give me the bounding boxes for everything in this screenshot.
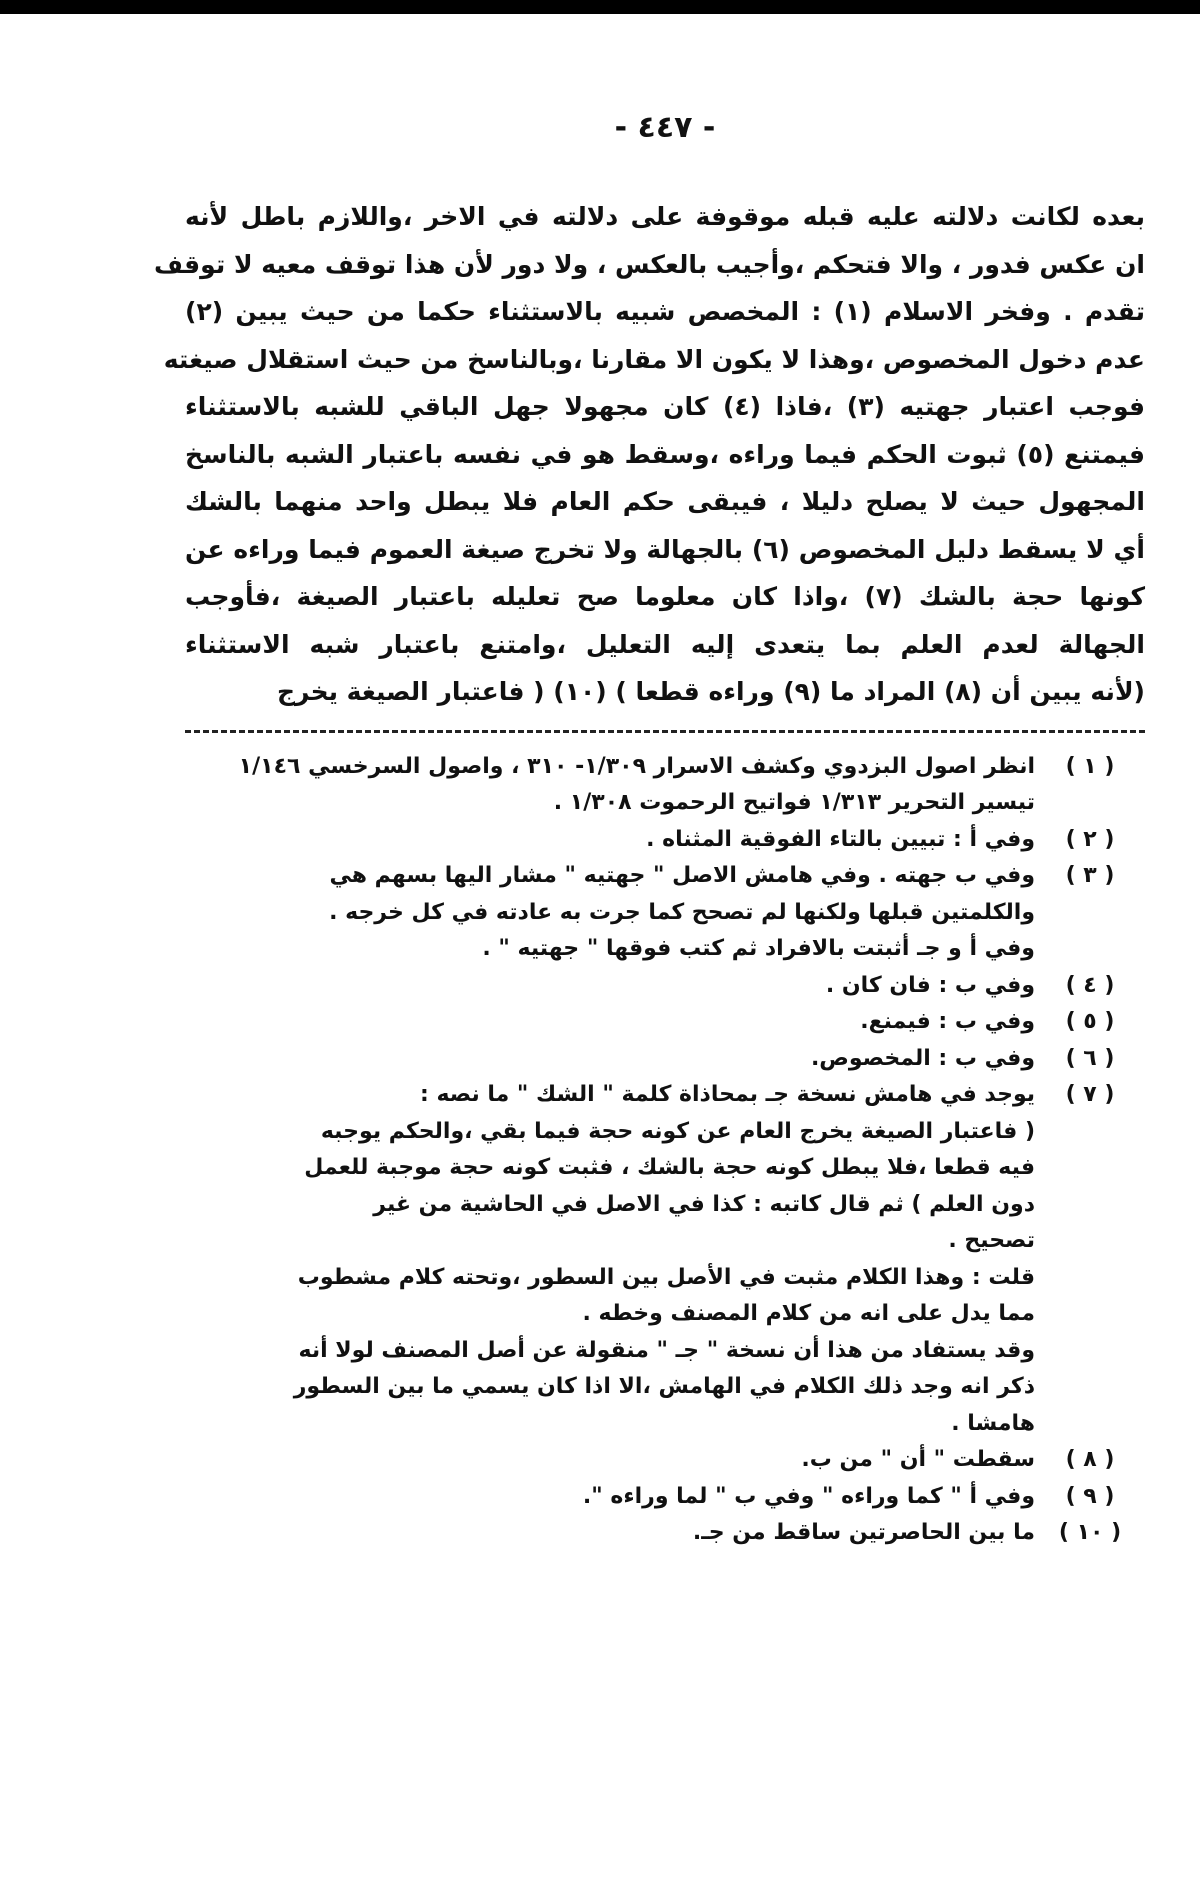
footnote [185, 822, 1145, 859]
footnote-line: وفي ب : فيمنع. [860, 1009, 1035, 1034]
footnote-line: يوجد في هامش نسخة جـ بمحاذاة كلمة " الشك " ما نصه : [419, 1082, 1035, 1107]
footnote-number: ( ٧ ) [1065, 1082, 1115, 1107]
body-line: فيمتنع (٥) ثبوت الحكم فيما وراءه ،وسقط هو في نفسه باعتبار الشبه بالناسخ [185, 439, 1145, 469]
footnote-line: وفي ب جهته . وفي هامش الاصل " جهتيه " مشار اليها بسهم هي [329, 863, 1035, 888]
footnote-line: قلت : وهذا الكلام مثبت في الأصل بين السطور ،وتحته كلام مشطوب [297, 1264, 1035, 1290]
body-line: تقدم . وفخر الاسلام (١) : المخصص شبيه بالاستثناء حكما من حيث يبين (٢) [185, 297, 1145, 326]
footnote-number: ( ١ ) [1065, 753, 1115, 779]
footnote [185, 968, 1145, 1005]
body-line: الجهالة لعدم العلم بما يتعدى إليه التعليل ،وامتنع باعتبار شبه الاستثناء [185, 629, 1145, 659]
footnote-separator [185, 730, 1145, 733]
body-line: بعده لكانت دلالته عليه قبله موقوفة على دلالته في الاخر ،واللازم باطل لأنه [185, 202, 1145, 231]
footnote-line: دون العلم ) ثم قال كاتبه : كذا في الاصل في الحاشية من غير [373, 1191, 1035, 1217]
footnote-number: ( ٦ ) [1065, 1045, 1115, 1071]
footnote-line: تصحيح . [948, 1228, 1035, 1253]
footnote [185, 749, 1145, 822]
footnote-line: وفي ب : فان كان . [825, 972, 1035, 998]
document-page [154, 110, 1145, 1552]
page-top-border [0, 0, 1200, 14]
footnote-number: ( ٥ ) [1065, 1009, 1115, 1034]
footnote-line: وفي أ : تبيين بالتاء الفوقية المثناه . [646, 826, 1035, 852]
footnote [185, 858, 1145, 968]
body-line: كونها حجة بالشك (٧) ،واذا كان معلوما صح تعليله باعتبار الصيغة ،فأوجب [185, 582, 1145, 611]
footnote-line: فيه قطعا ،فلا يبطل كونه حجة بالشك ، فثبت كونه حجة موجبة للعمل [304, 1155, 1035, 1180]
footnote [185, 1515, 1145, 1552]
footnote-line: سقطت " أن " من ب. [801, 1447, 1035, 1472]
body-text [154, 193, 1145, 716]
footnote [185, 1041, 1145, 1078]
footnote-line: وفي أ " كما وراءه " وفي ب " لما وراءه ". [582, 1483, 1035, 1509]
footnote [185, 1442, 1145, 1479]
footnote-line: والكلمتين قبلها ولكنها لم تصحح كما جرت به عادته في كل خرجه . [329, 899, 1035, 925]
footnote-number: ( ٢ ) [1065, 826, 1115, 852]
footnote-number: ( ٩ ) [1065, 1483, 1115, 1509]
footnote-line: وقد يستفاد من هذا أن نسخة " جـ " منقولة عن أصل المصنف لولا أنه [298, 1337, 1035, 1363]
footnote-line: وفي أ و جـ أثبتت بالافراد ثم كتب فوقها " جهتيه " . [482, 936, 1035, 961]
body-line: (لأنه يبين أن (٨) المراد ما (٩) وراءه قطعا ) (١٠) ( فاعتبار الصيغة يخرج [277, 677, 1145, 706]
footnote-line: ذكر انه وجد ذلك الكلام في الهامش ،الا اذا كان يسمي ما بين السطور [293, 1374, 1035, 1399]
footnote-line: وفي ب : المخصوص. [810, 1045, 1035, 1071]
footnote [185, 1004, 1145, 1041]
footnote-line: تيسير التحرير ١/٣١٣ فواتيح الرحموت ١/٣٠٨ . [553, 790, 1035, 815]
footnote [185, 1077, 1145, 1442]
footnote-line: ما بين الحاصرتين ساقط من جـ. [692, 1520, 1035, 1545]
footnotes [185, 749, 1145, 1552]
footnote-number: ( ٨ ) [1065, 1447, 1115, 1472]
footnote-line: هامشا . [951, 1410, 1035, 1436]
footnote-line: انظر اصول البزدوي وكشف الاسرار ١/٣٠٩- ٣١٠ ، واصول السرخسي ١/١٤٦ [238, 753, 1035, 779]
footnote [185, 1479, 1145, 1516]
body-line: أي لا يسقط دليل المخصوص (٦) بالجهالة ولا تخرج صيغة العموم فيما وراءه عن [185, 534, 1145, 564]
body-line: المجهول حيث لا يصلح دليلا ، فيبقى حكم العام فلا يبطل واحد منهما بالشك [185, 487, 1145, 516]
page-number: - ٤٤٧ - [614, 110, 716, 145]
footnote-number: ( ٣ ) [1065, 863, 1115, 888]
footnote-line: ( فاعتبار الصيغة يخرج العام عن كونه حجة فيما بقي ،والحكم يوجبه [320, 1118, 1035, 1144]
body-line: فوجب اعتبار جهتيه (٣) ،فاذا (٤) كان مجهولا جهل الباقي للشبه بالاستثناء [185, 392, 1145, 421]
footnote-number: ( ١٠ ) [1058, 1520, 1122, 1545]
body-line: ان عكس فدور ، والا فتحكم ،وأجيب بالعكس ، ولا دور لأن هذا توقف معيه لا توقف [154, 249, 1145, 279]
body-line: عدم دخول المخصوص ،وهذا لا يكون الا مقارنا ،وبالناسخ من حيث استقلال صيغته [163, 344, 1145, 374]
footnote-line: مما يدل على انه من كلام المصنف وخطه . [582, 1301, 1035, 1326]
footnote-number: ( ٤ ) [1065, 972, 1115, 998]
